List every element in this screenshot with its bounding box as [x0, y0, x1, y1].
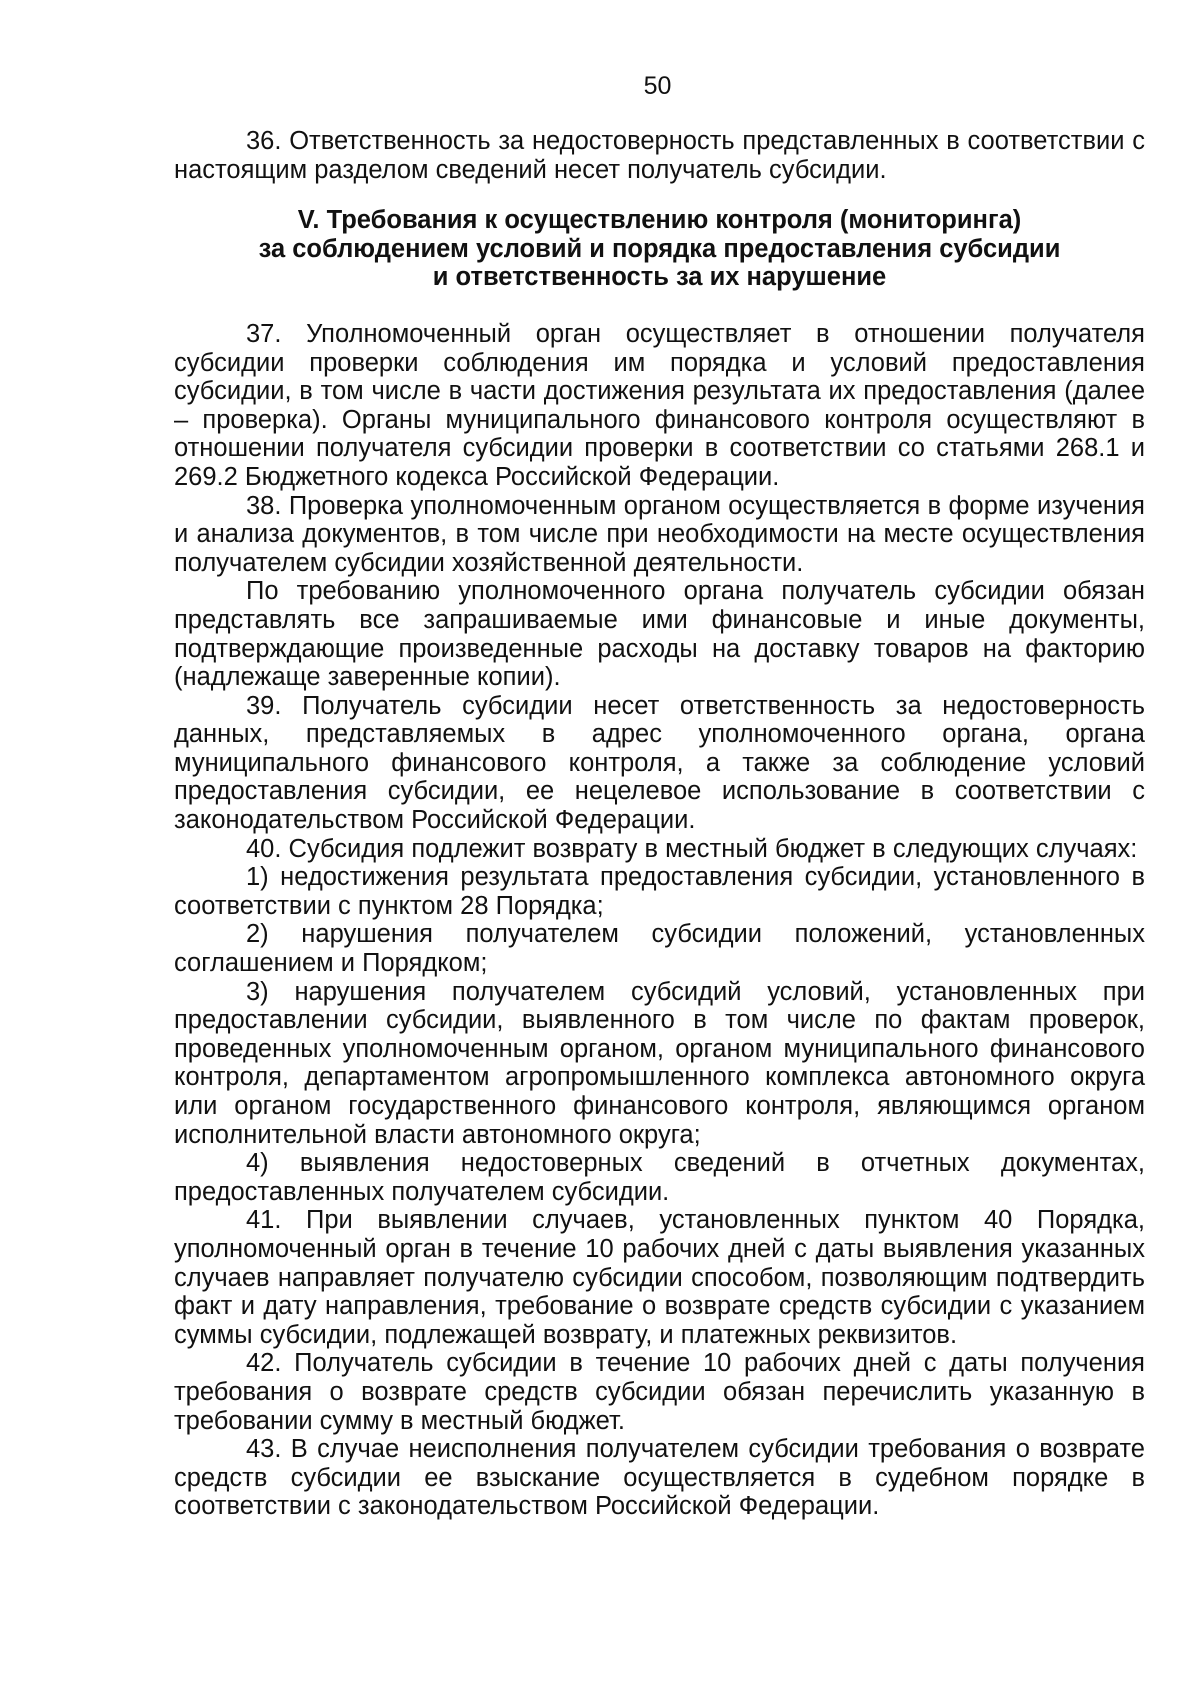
- page-number: 50: [643, 72, 672, 100]
- paragraph-39: 39. Получатель субсидии несет ответственность за недостоверность данных, представляемых в адрес уполномоченного органа, органа муниципального финансового контроля, а также за соблюдение условий предоставления субсидии, ее нецелевое использование в соответствии с законодательством Российской Федерации.: [174, 691, 1145, 835]
- paragraph-36: 36. Ответственность за недостоверность представленных в соответствии с настоящим разделом сведений несет получатель субсидии.: [174, 127, 1145, 184]
- list-item-2: 2) нарушения получателем субсидии положений, установленных соглашением и Порядком;: [174, 920, 1145, 978]
- list-item-3: 3) нарушения получателем субсидий условий, установленных при предоставлении субсидии, выявленного в том числе по фактам проверок, проведенных уполномоченным органом, органом муниципального финансового контроля, департаментом агропромышленного комплекса автономного округа или органом государственного финансового контроля, являющимся органом исполнительной власти автономного округа;: [174, 977, 1145, 1149]
- paragraph-43: 43. В случае неисполнения получателем субсидии требования о возврате средств субсидии ее взыскание осуществляется в судебном порядке в соответствии с законодательством Российской Федерации.: [174, 1435, 1145, 1521]
- paragraph-42: 42. Получатель субсидии в течение 10 рабочих дней с даты получения требования о возврате средств субсидии обязан перечислить указанную в требовании сумму в местный бюджет.: [174, 1349, 1145, 1435]
- section-heading: [174, 206, 1145, 292]
- list-item-1: 1) недостижения результата предоставления субсидии, установленного в соответствии с пунктом 28 Порядка;: [174, 863, 1145, 920]
- document-body: [174, 127, 1145, 1521]
- paragraph-38-documents: По требованию уполномоченного органа получатель субсидии обязан представлять все запрашиваемые ими финансовые и иные документы, подтверждающие произведенные расходы на доставку товаров на факторию (надлежаще заверенные копии).: [174, 577, 1145, 692]
- section-heading-line-2: за соблюдением условий и порядка предоставления субсидии: [258, 234, 1061, 263]
- paragraph-38: 38. Проверка уполномоченным органом осуществляется в форме изучения и анализа документов, в том числе при необходимости на месте осуществления получателем субсидии хозяйственной деятельности.: [174, 491, 1145, 577]
- section-heading-line-1: V. Требования к осуществлению контроля (мониторинга): [297, 206, 1022, 235]
- list-item-4: 4) выявления недостоверных сведений в отчетных документах, предоставленных получателем субсидии.: [174, 1149, 1145, 1206]
- paragraph-37: 37. Уполномоченный орган осуществляет в отношении получателя субсидии проверки соблюдения им порядка и условий предоставления субсидии, в том числе в части достижения результата их предоставления (далее – проверка). Органы муниципального финансового контроля осуществляют в отношении получателя субсидии проверки в соответствии со статьями 268.1 и 269.2 Бюджетного кодекса Российской Федерации.: [174, 319, 1145, 491]
- paragraph-40: 40. Субсидия подлежит возврату в местный бюджет в следующих случаях:: [246, 834, 1138, 863]
- paragraph-41: 41. При выявлении случаев, установленных пунктом 40 Порядка, уполномоченный орган в течение 10 рабочих дней с даты выявления указанных случаев направляет получателю субсидии способом, позволяющим подтвердить факт и дату направления, требование о возврате средств субсидии с указанием суммы субсидии, подлежащей возврату, и платежных реквизитов.: [174, 1206, 1145, 1349]
- section-heading-line-3: и ответственность за их нарушение: [432, 263, 887, 292]
